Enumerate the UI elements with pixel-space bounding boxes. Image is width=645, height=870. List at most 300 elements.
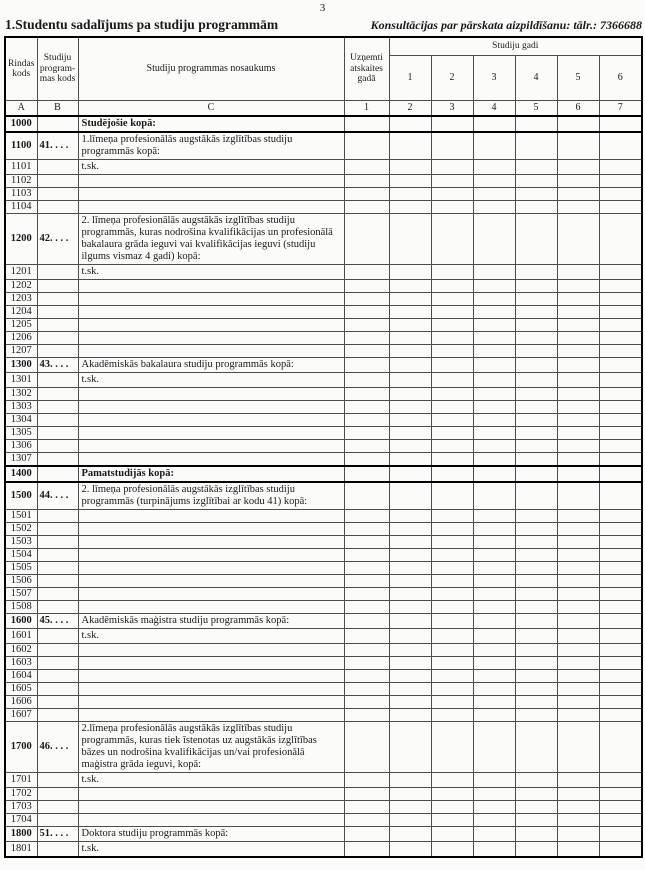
- year-2-cell: [431, 345, 473, 358]
- year-6-cell: [599, 265, 642, 280]
- program-code-cell: [37, 401, 78, 414]
- year-2-cell: [431, 358, 473, 373]
- year-3-cell: [473, 293, 515, 306]
- year-3-cell: [473, 466, 515, 482]
- year-6-cell: [599, 482, 642, 510]
- row-code-cell: 1100: [5, 132, 37, 160]
- admitted-cell: [344, 440, 389, 453]
- year-2-cell: [431, 643, 473, 656]
- year-5-cell: [557, 466, 599, 482]
- year-4-cell: [515, 813, 557, 826]
- year-5-cell: [557, 306, 599, 319]
- table-row: [5, 772, 642, 787]
- index-cell-a: A: [5, 101, 37, 117]
- admitted-cell: [344, 201, 389, 214]
- admitted-cell: [344, 561, 389, 574]
- admitted-cell: [344, 132, 389, 160]
- year-6-cell: [599, 388, 642, 401]
- admitted-cell: [344, 388, 389, 401]
- table-row: [5, 656, 642, 669]
- program-code-cell: 45. . . .: [37, 613, 78, 628]
- program-code-cell: [37, 695, 78, 708]
- year-6-cell: [599, 401, 642, 414]
- header-rindas-kods: Rindas kods: [5, 37, 37, 101]
- year-5-cell: [557, 721, 599, 772]
- row-code-cell: 1104: [5, 201, 37, 214]
- year-6-cell: [599, 826, 642, 841]
- year-5-cell: [557, 201, 599, 214]
- year-6-cell: [599, 813, 642, 826]
- table-row: [5, 682, 642, 695]
- row-code-cell: 1201: [5, 265, 37, 280]
- index-cell-b: B: [37, 101, 78, 117]
- year-3-cell: [473, 306, 515, 319]
- year-3-cell: [473, 332, 515, 345]
- row-code-cell: 1305: [5, 427, 37, 440]
- year-5-cell: [557, 132, 599, 160]
- program-name-cell: 2.līmeņa profesionālās augstākās izglītības studiju programmās, kuras tiek īstenotas uz augstākās izglītības bāzes un nodrošina kvalifikācijas un/vai profesionālā maģistra grāda ieguvi, kopā:: [78, 721, 344, 772]
- program-name-cell: Akadēmiskās maģistra studiju programmās kopā:: [78, 613, 344, 628]
- year-3-cell: [473, 628, 515, 643]
- program-name-cell: [78, 813, 344, 826]
- program-code-cell: [37, 319, 78, 332]
- table-row: [5, 214, 642, 265]
- year-5-cell: [557, 574, 599, 587]
- row-code-cell: 1701: [5, 772, 37, 787]
- year-2-cell: [431, 548, 473, 561]
- table-row: [5, 708, 642, 721]
- table-row: [5, 482, 642, 510]
- table-body: [5, 116, 642, 857]
- program-code-cell: [37, 160, 78, 175]
- year-3-cell: [473, 414, 515, 427]
- row-code-cell: 1800: [5, 826, 37, 841]
- year-1-cell: [389, 265, 431, 280]
- year-3-cell: [473, 132, 515, 160]
- program-name-cell: [78, 695, 344, 708]
- year-1-cell: [389, 440, 431, 453]
- row-code-cell: 1304: [5, 414, 37, 427]
- row-code-cell: 1600: [5, 613, 37, 628]
- index-cell-4: 4: [473, 101, 515, 117]
- year-5-cell: [557, 548, 599, 561]
- row-code-cell: 1300: [5, 358, 37, 373]
- row-code-cell: 1703: [5, 800, 37, 813]
- admitted-cell: [344, 453, 389, 466]
- admitted-cell: [344, 293, 389, 306]
- year-3-cell: [473, 574, 515, 587]
- page-number: 3: [319, 2, 326, 14]
- program-code-cell: [37, 574, 78, 587]
- year-3-cell: [473, 669, 515, 682]
- row-code-cell: 1205: [5, 319, 37, 332]
- year-5-cell: [557, 695, 599, 708]
- program-name-cell: [78, 319, 344, 332]
- year-6-cell: [599, 358, 642, 373]
- program-name-cell: [78, 427, 344, 440]
- program-code-cell: [37, 345, 78, 358]
- header-year-2: 2: [431, 56, 473, 101]
- year-2-cell: [431, 401, 473, 414]
- year-3-cell: [473, 160, 515, 175]
- program-name-cell: [78, 280, 344, 293]
- year-2-cell: [431, 772, 473, 787]
- admitted-cell: [344, 695, 389, 708]
- admitted-cell: [344, 160, 389, 175]
- table-row: [5, 587, 642, 600]
- row-code-cell: 1602: [5, 643, 37, 656]
- row-code-cell: 1102: [5, 175, 37, 188]
- program-name-cell: [78, 656, 344, 669]
- program-name-cell: [78, 708, 344, 721]
- year-2-cell: [431, 600, 473, 613]
- year-5-cell: [557, 800, 599, 813]
- year-2-cell: [431, 160, 473, 175]
- table-row: [5, 643, 642, 656]
- table-row: [5, 509, 642, 522]
- program-code-cell: [37, 813, 78, 826]
- program-code-cell: 41. . . .: [37, 132, 78, 160]
- year-5-cell: [557, 522, 599, 535]
- table-row: [5, 669, 642, 682]
- year-4-cell: [515, 535, 557, 548]
- year-2-cell: [431, 535, 473, 548]
- program-name-cell: [78, 175, 344, 188]
- admitted-cell: [344, 574, 389, 587]
- year-6-cell: [599, 656, 642, 669]
- year-3-cell: [473, 841, 515, 857]
- program-name-cell: [78, 414, 344, 427]
- year-4-cell: [515, 695, 557, 708]
- table-row: [5, 293, 642, 306]
- program-name-cell: [78, 345, 344, 358]
- index-cell-c: C: [78, 101, 344, 117]
- program-name-cell: Studējošie kopā:: [78, 116, 344, 132]
- year-5-cell: [557, 708, 599, 721]
- year-1-cell: [389, 813, 431, 826]
- year-5-cell: [557, 175, 599, 188]
- year-5-cell: [557, 587, 599, 600]
- row-code-cell: 1503: [5, 535, 37, 548]
- year-3-cell: [473, 401, 515, 414]
- year-6-cell: [599, 800, 642, 813]
- year-3-cell: [473, 695, 515, 708]
- header-row-index: [5, 101, 642, 117]
- row-code-cell: 1606: [5, 695, 37, 708]
- year-4-cell: [515, 160, 557, 175]
- year-4-cell: [515, 201, 557, 214]
- year-5-cell: [557, 373, 599, 388]
- year-5-cell: [557, 682, 599, 695]
- program-name-cell: [78, 548, 344, 561]
- year-2-cell: [431, 280, 473, 293]
- title-row: [5, 17, 642, 33]
- year-2-cell: [431, 669, 473, 682]
- row-code-cell: 1301: [5, 373, 37, 388]
- program-code-cell: [37, 772, 78, 787]
- admitted-cell: [344, 548, 389, 561]
- year-2-cell: [431, 332, 473, 345]
- header-row-top: [5, 37, 642, 56]
- year-6-cell: [599, 201, 642, 214]
- table-row: [5, 453, 642, 466]
- year-1-cell: [389, 453, 431, 466]
- year-1-cell: [389, 695, 431, 708]
- year-1-cell: [389, 826, 431, 841]
- year-2-cell: [431, 427, 473, 440]
- table-row: [5, 414, 642, 427]
- year-4-cell: [515, 293, 557, 306]
- year-2-cell: [431, 453, 473, 466]
- year-3-cell: [473, 682, 515, 695]
- admitted-cell: [344, 656, 389, 669]
- year-4-cell: [515, 175, 557, 188]
- table-row: [5, 116, 642, 132]
- year-6-cell: [599, 319, 642, 332]
- program-name-cell: [78, 293, 344, 306]
- admitted-cell: [344, 613, 389, 628]
- year-5-cell: [557, 319, 599, 332]
- admitted-cell: [344, 319, 389, 332]
- year-6-cell: [599, 548, 642, 561]
- program-code-cell: 42. . . .: [37, 214, 78, 265]
- year-1-cell: [389, 319, 431, 332]
- year-1-cell: [389, 306, 431, 319]
- row-code-cell: 1508: [5, 600, 37, 613]
- program-name-cell: Pamatstudijās kopā:: [78, 466, 344, 482]
- program-code-cell: 46. . . .: [37, 721, 78, 772]
- year-5-cell: [557, 628, 599, 643]
- table-row: [5, 373, 642, 388]
- program-name-cell: [78, 561, 344, 574]
- table-row: [5, 613, 642, 628]
- year-4-cell: [515, 265, 557, 280]
- year-4-cell: [515, 440, 557, 453]
- year-4-cell: [515, 600, 557, 613]
- program-code-cell: [37, 201, 78, 214]
- year-1-cell: [389, 587, 431, 600]
- row-code-cell: 1400: [5, 466, 37, 482]
- year-2-cell: [431, 613, 473, 628]
- year-5-cell: [557, 535, 599, 548]
- row-code-cell: 1502: [5, 522, 37, 535]
- year-5-cell: [557, 600, 599, 613]
- year-5-cell: [557, 427, 599, 440]
- year-1-cell: [389, 628, 431, 643]
- admitted-cell: [344, 682, 389, 695]
- year-2-cell: [431, 116, 473, 132]
- year-4-cell: [515, 574, 557, 587]
- program-name-cell: 2. līmeņa profesionālās augstākās izglītības studiju programmās, kuras nodrošina kvalifikācijas un profesionālā bakalaura grāda ieguvi vai kvalifikācijas ieguvi (studiju ilgums vismaz 4 gadi) kopā:: [78, 214, 344, 265]
- program-name-cell: [78, 800, 344, 813]
- year-6-cell: [599, 345, 642, 358]
- index-cell-3: 3: [431, 101, 473, 117]
- year-3-cell: [473, 345, 515, 358]
- year-5-cell: [557, 293, 599, 306]
- year-4-cell: [515, 116, 557, 132]
- year-5-cell: [557, 656, 599, 669]
- admitted-cell: [344, 414, 389, 427]
- admitted-cell: [344, 358, 389, 373]
- year-4-cell: [515, 358, 557, 373]
- year-2-cell: [431, 561, 473, 574]
- year-5-cell: [557, 188, 599, 201]
- year-1-cell: [389, 522, 431, 535]
- year-3-cell: [473, 373, 515, 388]
- year-6-cell: [599, 787, 642, 800]
- table-row: [5, 522, 642, 535]
- program-name-cell: [78, 787, 344, 800]
- admitted-cell: [344, 669, 389, 682]
- header-uznemti: Uzņemti atskaites gadā: [344, 37, 389, 101]
- table-row: [5, 427, 642, 440]
- year-4-cell: [515, 643, 557, 656]
- year-2-cell: [431, 175, 473, 188]
- program-code-cell: [37, 841, 78, 857]
- table-row: [5, 388, 642, 401]
- year-1-cell: [389, 293, 431, 306]
- row-code-cell: 1202: [5, 280, 37, 293]
- year-5-cell: [557, 826, 599, 841]
- year-5-cell: [557, 414, 599, 427]
- table-row: [5, 160, 642, 175]
- year-3-cell: [473, 772, 515, 787]
- year-4-cell: [515, 132, 557, 160]
- admitted-cell: [344, 600, 389, 613]
- table-row: [5, 188, 642, 201]
- table-row: [5, 319, 642, 332]
- header-year-3: 3: [473, 56, 515, 101]
- year-5-cell: [557, 643, 599, 656]
- year-4-cell: [515, 280, 557, 293]
- admitted-cell: [344, 373, 389, 388]
- admitted-cell: [344, 332, 389, 345]
- program-name-cell: t.sk.: [78, 373, 344, 388]
- index-cell-1: 1: [344, 101, 389, 117]
- index-cell-5: 5: [515, 101, 557, 117]
- year-4-cell: [515, 482, 557, 510]
- year-5-cell: [557, 453, 599, 466]
- row-code-cell: 1000: [5, 116, 37, 132]
- year-6-cell: [599, 466, 642, 482]
- year-3-cell: [473, 535, 515, 548]
- year-6-cell: [599, 574, 642, 587]
- table-row: [5, 628, 642, 643]
- year-2-cell: [431, 509, 473, 522]
- year-4-cell: [515, 401, 557, 414]
- year-4-cell: [515, 188, 557, 201]
- year-3-cell: [473, 214, 515, 265]
- program-name-cell: [78, 440, 344, 453]
- table-row: [5, 345, 642, 358]
- program-code-cell: [37, 116, 78, 132]
- section-title: 1.Studentu sadalījums pa studiju programmām: [5, 17, 279, 32]
- year-6-cell: [599, 695, 642, 708]
- year-2-cell: [431, 214, 473, 265]
- table-row: [5, 132, 642, 160]
- year-6-cell: [599, 522, 642, 535]
- admitted-cell: [344, 587, 389, 600]
- year-4-cell: [515, 427, 557, 440]
- year-1-cell: [389, 427, 431, 440]
- program-code-cell: [37, 628, 78, 643]
- year-6-cell: [599, 509, 642, 522]
- admitted-cell: [344, 522, 389, 535]
- year-5-cell: [557, 332, 599, 345]
- year-3-cell: [473, 440, 515, 453]
- program-name-cell: [78, 201, 344, 214]
- admitted-cell: [344, 535, 389, 548]
- year-3-cell: [473, 116, 515, 132]
- year-6-cell: [599, 280, 642, 293]
- year-1-cell: [389, 613, 431, 628]
- year-6-cell: [599, 306, 642, 319]
- row-code-cell: 1101: [5, 160, 37, 175]
- row-code-cell: 1306: [5, 440, 37, 453]
- admitted-cell: [344, 345, 389, 358]
- year-6-cell: [599, 721, 642, 772]
- table-row: [5, 466, 642, 482]
- program-name-cell: 1.līmeņa profesionālās augstākās izglītības studiju programmās kopā:: [78, 132, 344, 160]
- year-2-cell: [431, 574, 473, 587]
- year-1-cell: [389, 201, 431, 214]
- table-row: [5, 440, 642, 453]
- program-code-cell: [37, 800, 78, 813]
- year-5-cell: [557, 265, 599, 280]
- header-studiju-gadi-group: Studiju gadi: [389, 37, 642, 56]
- year-4-cell: [515, 548, 557, 561]
- admitted-cell: [344, 214, 389, 265]
- admitted-cell: [344, 427, 389, 440]
- row-code-cell: 1506: [5, 574, 37, 587]
- program-code-cell: [37, 669, 78, 682]
- year-1-cell: [389, 561, 431, 574]
- year-2-cell: [431, 388, 473, 401]
- year-4-cell: [515, 772, 557, 787]
- table-row: [5, 695, 642, 708]
- program-code-cell: [37, 548, 78, 561]
- year-6-cell: [599, 160, 642, 175]
- year-3-cell: [473, 319, 515, 332]
- year-4-cell: [515, 214, 557, 265]
- year-6-cell: [599, 414, 642, 427]
- program-name-cell: [78, 332, 344, 345]
- header-programmas-kods: Studiju program- mas kods: [37, 37, 78, 101]
- year-1-cell: [389, 345, 431, 358]
- year-1-cell: [389, 160, 431, 175]
- year-3-cell: [473, 708, 515, 721]
- program-name-cell: t.sk.: [78, 628, 344, 643]
- program-name-cell: [78, 388, 344, 401]
- year-3-cell: [473, 587, 515, 600]
- year-4-cell: [515, 388, 557, 401]
- year-6-cell: [599, 669, 642, 682]
- year-5-cell: [557, 116, 599, 132]
- row-code-cell: 1203: [5, 293, 37, 306]
- year-5-cell: [557, 401, 599, 414]
- year-2-cell: [431, 695, 473, 708]
- year-5-cell: [557, 669, 599, 682]
- program-name-cell: [78, 682, 344, 695]
- header-year-5: 5: [557, 56, 599, 101]
- year-2-cell: [431, 306, 473, 319]
- year-3-cell: [473, 643, 515, 656]
- program-code-cell: [37, 682, 78, 695]
- year-2-cell: [431, 841, 473, 857]
- row-code-cell: 1200: [5, 214, 37, 265]
- table-row: [5, 401, 642, 414]
- program-code-cell: [37, 280, 78, 293]
